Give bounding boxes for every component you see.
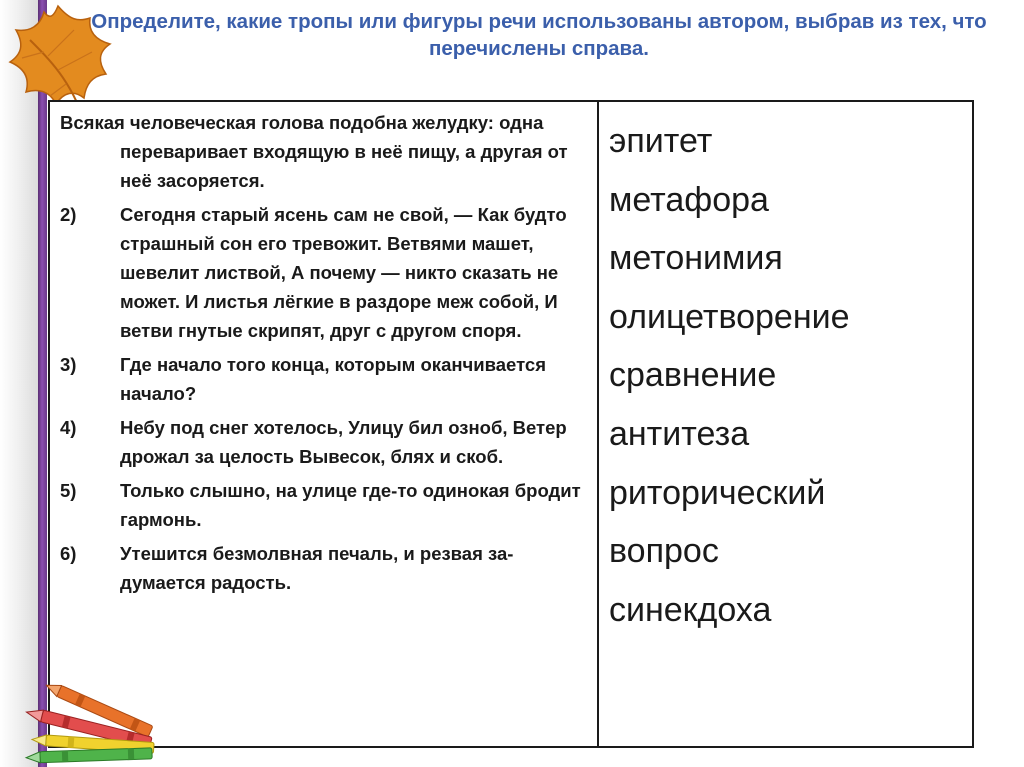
excerpt-item-4	[60, 413, 590, 471]
trope-item: антитеза	[609, 414, 750, 453]
excerpt-item-3	[60, 350, 590, 408]
crayons-icon	[10, 680, 170, 767]
excerpt-item-6	[60, 539, 590, 597]
excerpt-number: 5)	[60, 480, 77, 501]
excerpts-column	[60, 108, 590, 602]
excerpt-text: Небу под снег хотелось, Улицу бил озноб, Ветер дрожал за целость Вывесок, блях и скоб.	[120, 417, 567, 467]
trope-item: риторический	[609, 473, 826, 512]
trope-item: сравнение	[609, 356, 777, 395]
excerpt-number: 3)	[60, 354, 77, 375]
excerpt-text: Сегодня старый ясень сам не свой, — Как будто страшный сон его тревожит. Ветвями машет, шевелит листвой, А почему — никто сказать не может. И листья лёгкие в раздоре меж собой, И ветви гнутые скрипят, друг с другом споря.	[120, 204, 567, 341]
excerpt-item-5	[60, 476, 590, 534]
excerpt-text: Всякая человеческая голова подобна желудку: одна переваривает входящую в неё пищу, а другая от неё засоряется.	[60, 112, 568, 191]
excerpt-text: Где начало того конца, которым оканчивается начало?	[120, 354, 547, 404]
trope-item: метафора	[609, 180, 769, 219]
table-column-divider	[597, 100, 599, 748]
excerpt-text: Только слышно, на улице где-то одинокая бродит гармонь.	[120, 480, 581, 530]
excerpt-number: 6)	[60, 543, 77, 564]
excerpt-item-1	[60, 108, 590, 195]
excerpt-item-2	[60, 200, 590, 345]
page-title: Определите, какие тропы или фигуры речи использованы автором, выбрав из тех, что перечислены справа.	[91, 10, 987, 60]
excerpt-number: 2)	[60, 204, 77, 225]
excerpt-number: 4)	[60, 417, 77, 438]
trope-item: олицетворение	[609, 297, 850, 336]
trope-item: метонимия	[609, 239, 783, 278]
tropes-list	[609, 112, 964, 639]
trope-item: вопрос	[609, 532, 719, 571]
trope-item: синекдоха	[609, 590, 772, 629]
excerpt-text: Утешится безмолвная печаль, и резвая за-думается радость.	[120, 543, 514, 593]
trope-item: эпитет	[609, 122, 713, 160]
